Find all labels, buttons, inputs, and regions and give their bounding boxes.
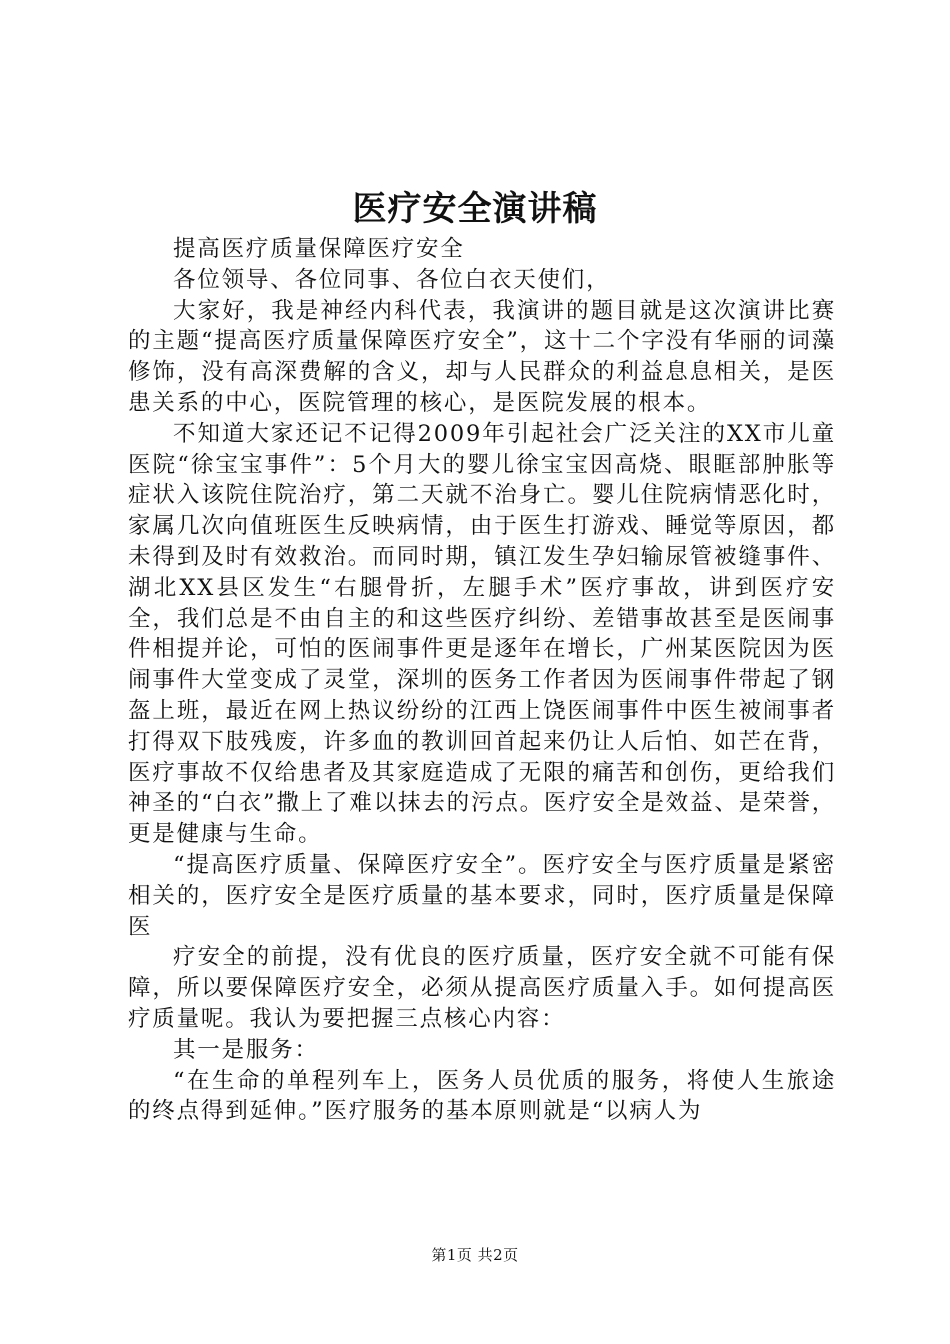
body-paragraph: 不知道大家还记不记得2009年引起社会广泛关注的XX市儿童医院“徐宝宝事件”：5个月大的婴儿徐宝宝因高烧、眼眶部肿胀等症状入该院住院治疗，第二天就不治身亡。婴儿住院病情恶化时，家属几次向值班医生反映病情，由于医生打游戏、睡觉等原因，都未得到及时有效救治。而同时期，镇江发生孕妇输尿管被缝事件、湖北XX县区发生“右腿骨折，左腿手术”医疗事故，讲到医疗安全，我们总是不由自主的和这些医疗纠纷、差错事故甚至是医闹事件相提并论，可怕的医闹事件更是逐年在增长，广州某医院因为医闹事件大堂变成了灵堂，深圳的医务工作者因为医闹事件带起了钢盔上班，最近在网上热议纷纷的江西上饶医闹事件中医生被闹事者打得双下肢残废，许多血的教训回首起来仍让人后怕、如芒在背，医疗事故不仅给患者及其家庭造成了无限的痛苦和创伤，更给我们神圣的“白衣”撒上了难以抹去的污点。医疗安全是效益、是荣誉，更是健康与生命。 (128, 420, 836, 848)
document-title: 医疗安全演讲稿 (352, 189, 598, 229)
page-footer: 第1页 共2页 (431, 1246, 519, 1264)
salutation-paragraph: 各位领导、各位同事、各位白衣天使们， (173, 266, 611, 293)
body-paragraph: “提高医疗质量、保障医疗安全”。医疗安全与医疗质量是紧密相关的，医疗安全是医疗质量的基本要求，同时，医疗质量是保障医 (128, 851, 836, 940)
body-paragraph: 疗安全的前提，没有优良的医疗质量，医疗安全就不可能有保障，所以要保障医疗安全，必须从提高医疗质量入手。如何提高医疗质量呢。我认为要把握三点核心内容： (128, 944, 836, 1032)
subtitle-paragraph: 提高医疗质量保障医疗安全 (173, 236, 465, 262)
body-paragraph: “在生命的单程列车上，医务人员优质的服务，将使人生旅途的终点得到延伸。”医疗服务的基本原则就是“以病人为 (128, 1067, 836, 1125)
body-paragraph: 大家好，我是神经内科代表，我演讲的题目就是这次演讲比赛的主题“提高医疗质量保障医疗安全”，这十二个字没有华丽的词藻修饰，没有高深费解的含义，却与人民群众的利益息息相关，是医患关系的中心，医院管理的核心，是医院发展的根本。 (128, 297, 836, 416)
section-heading-paragraph: 其一是服务： (173, 1036, 319, 1063)
document-body (128, 234, 836, 1127)
